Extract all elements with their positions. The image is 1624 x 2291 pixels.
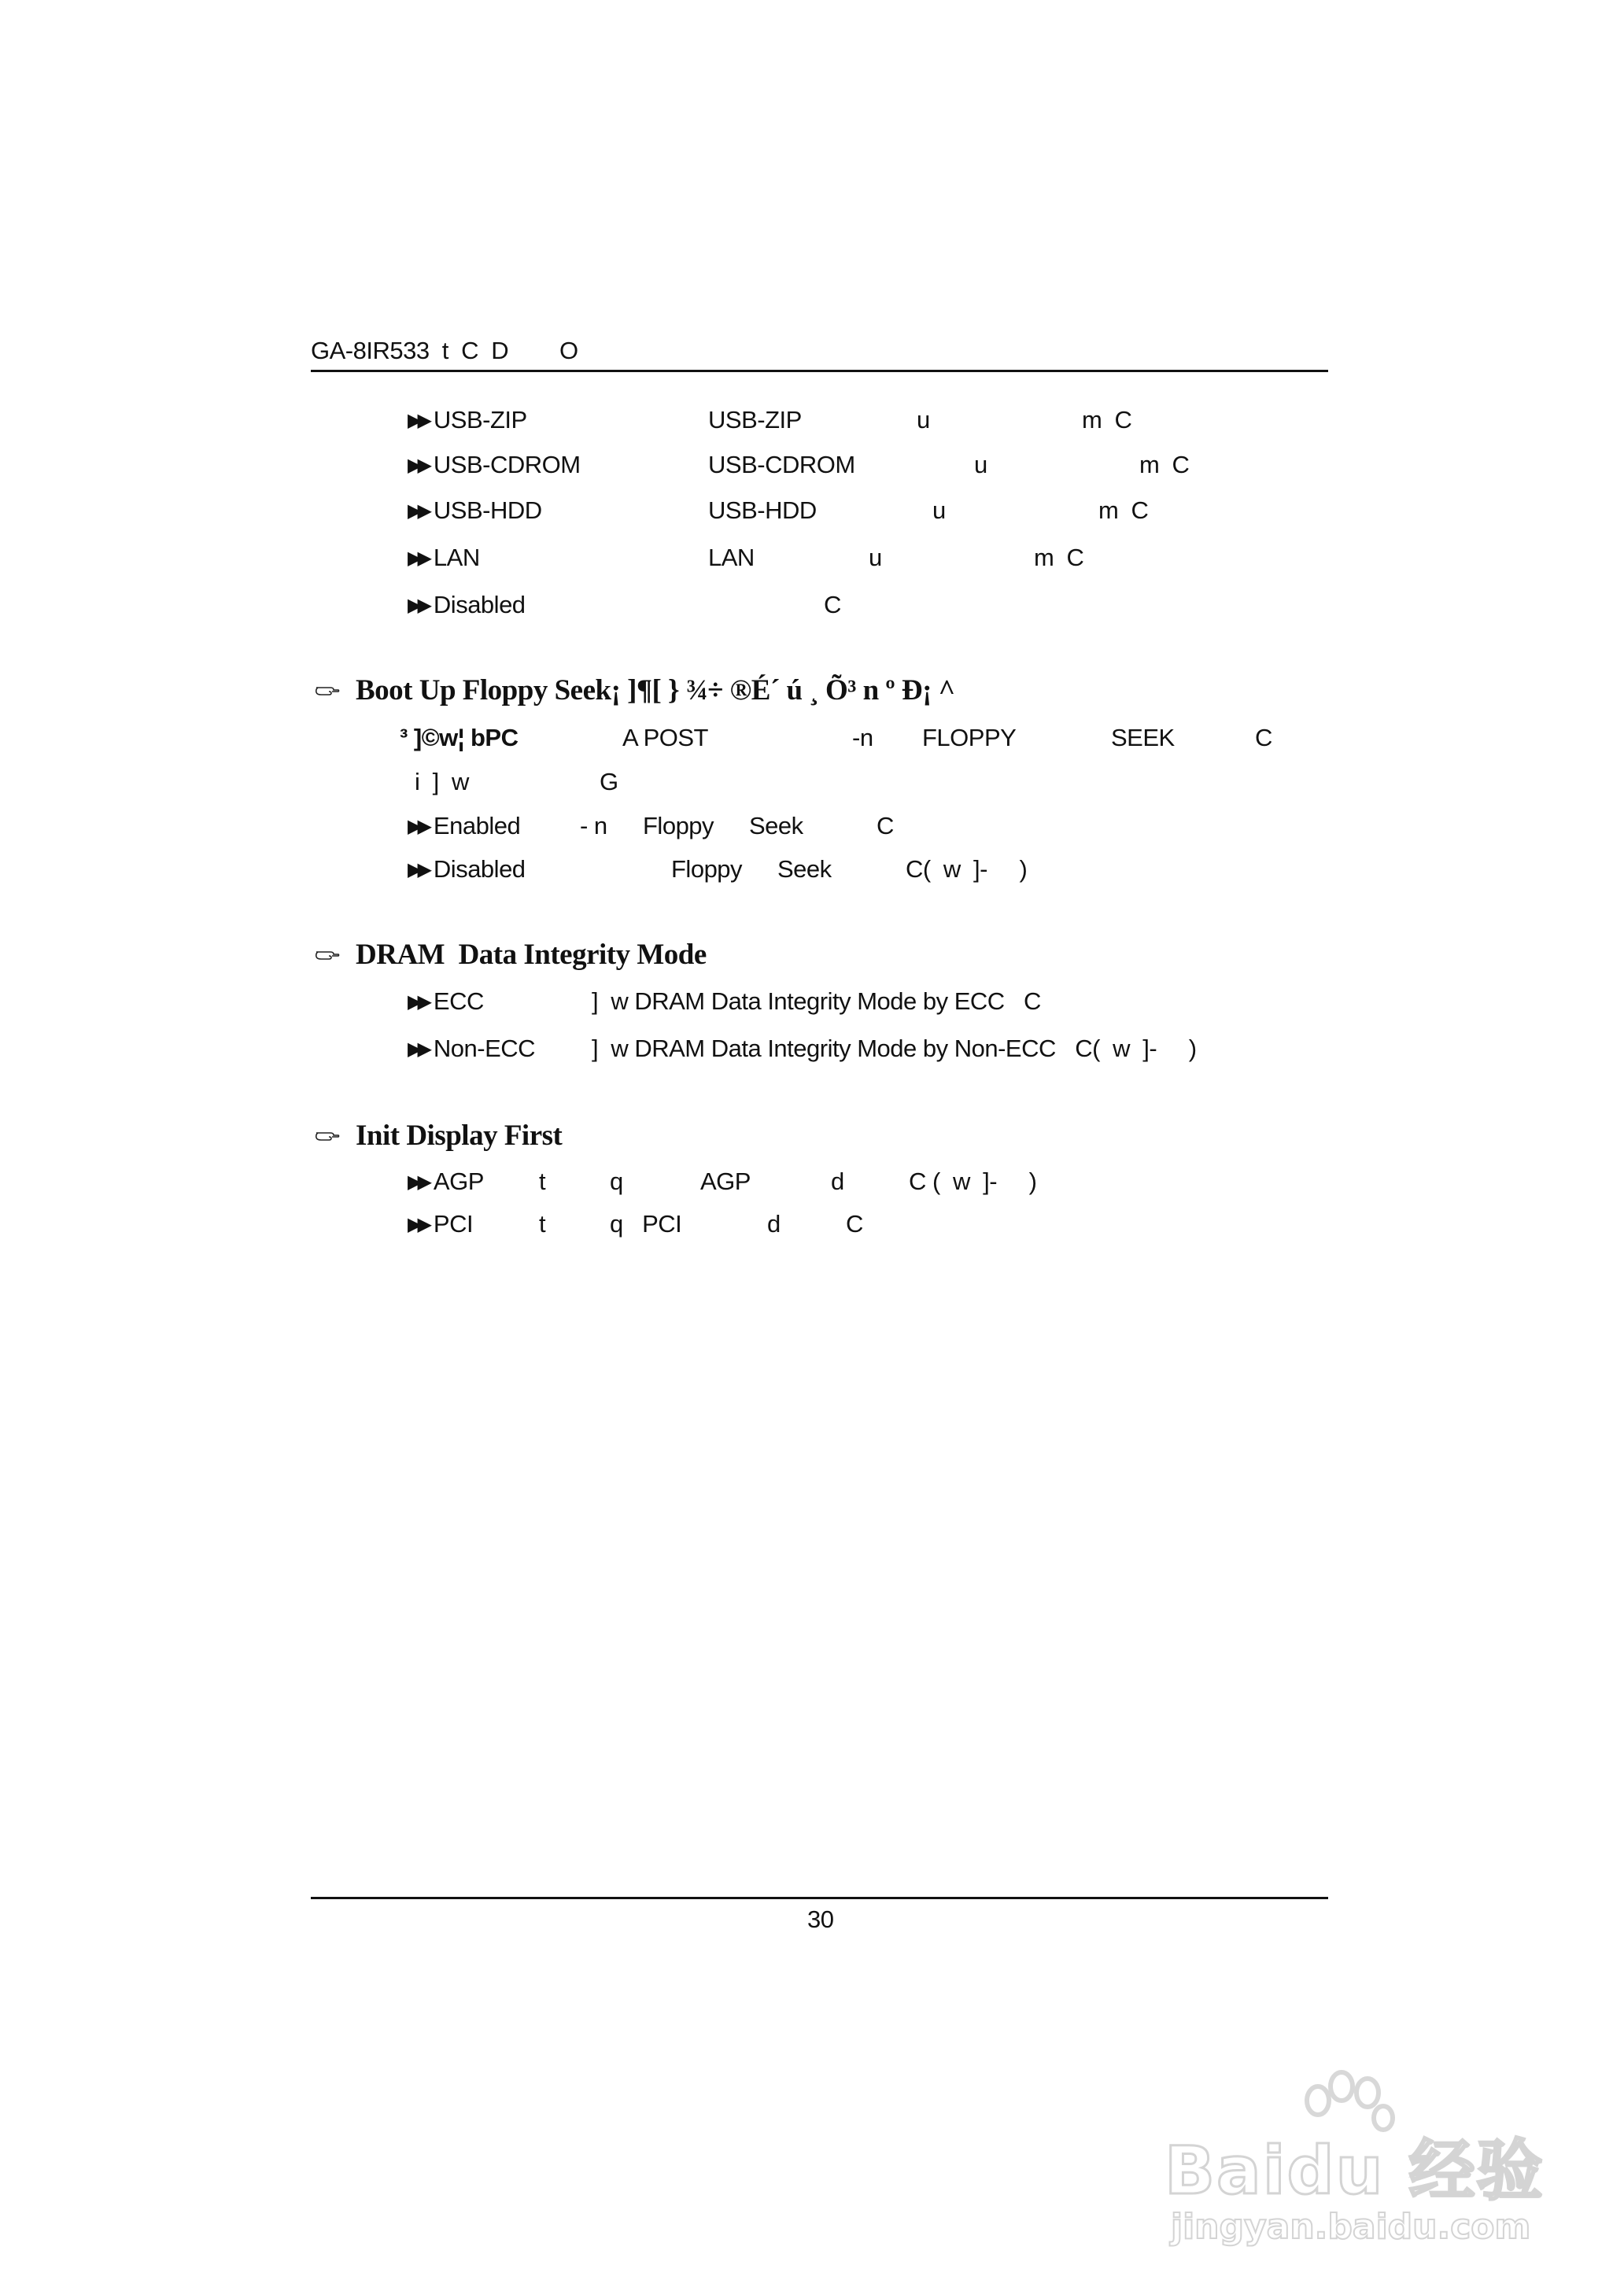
- description-text: G: [600, 768, 618, 795]
- option-desc: d: [767, 1210, 781, 1238]
- option-desc: Seek: [777, 855, 832, 883]
- option-row: ▶▶ USB-CDROM: [408, 451, 581, 478]
- option-desc: Floppy: [671, 855, 743, 883]
- option-desc: u: [932, 496, 946, 524]
- double-arrow-icon: ▶▶: [408, 455, 427, 476]
- double-arrow-icon: ▶▶: [408, 991, 427, 1013]
- double-arrow-icon: ▶▶: [408, 595, 427, 616]
- option-desc: Floppy: [643, 812, 714, 839]
- option-row: ▶▶ PCI: [408, 1210, 474, 1238]
- option-row: ▶▶ Non-ECC: [408, 1035, 536, 1062]
- option-desc: m C: [1034, 544, 1084, 571]
- option-desc: q PCI: [610, 1210, 682, 1238]
- option-desc: ] w DRAM Data Integrity Mode by Non-ECC C( w ]- ): [592, 1035, 1197, 1062]
- option-row: ▶▶ Disabled: [408, 591, 526, 618]
- option-desc: C( w ]- ): [906, 855, 1028, 883]
- option-desc: USB-HDD: [708, 496, 817, 524]
- pointing-hand-icon: [315, 947, 340, 963]
- option-desc: ] w DRAM Data Integrity Mode by ECC C: [592, 987, 1041, 1015]
- option-desc: C: [877, 812, 894, 839]
- option-desc: m C: [1139, 451, 1190, 478]
- watermark-brand: Baidu 经验: [1164, 2132, 1545, 2209]
- option-desc: AGP: [700, 1168, 751, 1195]
- watermark-url: jingyan.baidu.com: [1171, 2207, 1531, 2247]
- double-arrow-icon: ▶▶: [408, 500, 427, 522]
- option-desc: - n: [580, 812, 607, 839]
- option-desc: t: [539, 1210, 546, 1238]
- double-arrow-icon: ▶▶: [408, 1039, 427, 1060]
- double-arrow-icon: ▶▶: [408, 816, 427, 837]
- option-desc: USB-ZIP: [708, 406, 802, 433]
- section-heading-dram-data-integrity: DRAM Data Integrity Mode: [356, 939, 707, 971]
- double-arrow-icon: ▶▶: [408, 859, 427, 880]
- description-text: ³ ]©w¦ bPC: [400, 724, 519, 751]
- double-arrow-icon: ▶▶: [408, 410, 427, 431]
- page-number: 30: [807, 1905, 834, 1933]
- option-desc: USB-CDROM: [708, 451, 855, 478]
- option-desc: d: [831, 1168, 844, 1195]
- page-header-title: GA-8IR533 t C D O: [311, 337, 578, 364]
- section-heading-boot-floppy-seek: Boot Up Floppy Seek¡ ]¶[ } ¾÷ ®É´ ú ¸ Õ³ n º Ð¡ ^: [356, 674, 955, 706]
- header-rule: [311, 370, 1328, 372]
- option-desc: C: [846, 1210, 863, 1238]
- option-desc: t: [539, 1168, 546, 1195]
- description-text: C: [1255, 724, 1272, 751]
- option-row: ▶▶ Disabled: [408, 855, 526, 883]
- double-arrow-icon: ▶▶: [408, 548, 427, 569]
- description-text: SEEK: [1111, 724, 1175, 751]
- baidu-watermark: [1164, 2069, 1545, 2258]
- footer-rule: [311, 1897, 1328, 1899]
- option-desc: u: [917, 406, 930, 433]
- option-row: ▶▶ USB-ZIP: [408, 406, 527, 433]
- option-desc: C ( w ]- ): [909, 1168, 1037, 1195]
- double-arrow-icon: ▶▶: [408, 1214, 427, 1235]
- option-desc: u: [974, 451, 987, 478]
- option-desc: u: [869, 544, 882, 571]
- option-row: ▶▶ USB-HDD: [408, 496, 542, 524]
- option-desc: LAN: [708, 544, 755, 571]
- option-desc: q: [610, 1168, 623, 1195]
- pointing-hand-icon: [315, 1128, 340, 1144]
- option-row: ▶▶ LAN: [408, 544, 480, 571]
- pointing-hand-icon: [315, 683, 340, 699]
- double-arrow-icon: ▶▶: [408, 1171, 427, 1193]
- option-desc: Seek: [749, 812, 803, 839]
- description-text: A POST: [622, 724, 708, 751]
- section-heading-init-display-first: Init Display First: [356, 1120, 563, 1152]
- option-desc: m C: [1098, 496, 1149, 524]
- option-row: ▶▶ Enabled: [408, 812, 521, 839]
- option-row: ▶▶ AGP: [408, 1168, 484, 1195]
- description-text: i ] w: [415, 768, 469, 795]
- option-desc: C: [824, 591, 841, 618]
- option-desc: m C: [1082, 406, 1132, 433]
- option-row: ▶▶ ECC: [408, 987, 484, 1015]
- description-text: -n: [852, 724, 873, 751]
- description-text: FLOPPY: [922, 724, 1017, 751]
